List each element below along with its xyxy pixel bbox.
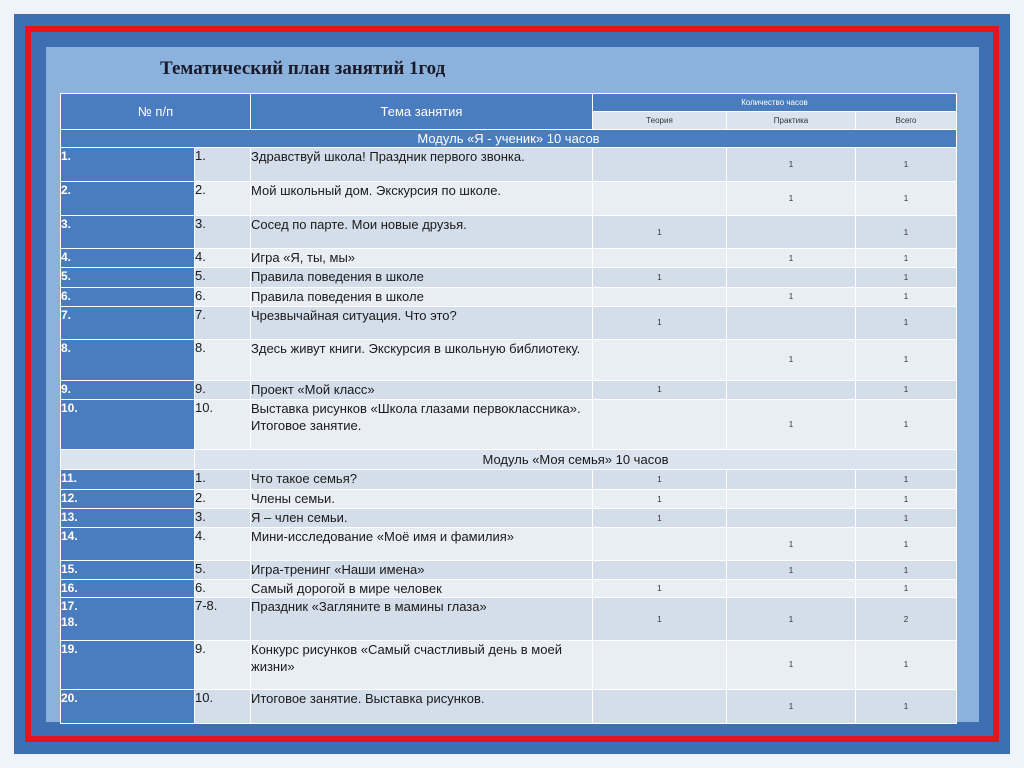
row-number: 4.: [61, 249, 195, 268]
row-number: 3.: [61, 216, 195, 249]
row-theory: 1: [593, 268, 727, 287]
row-total: 1: [856, 689, 957, 723]
row-sub-number: 9.: [195, 640, 251, 689]
header-topic: Тема занятия: [251, 94, 593, 130]
row-topic: Выставка рисунков «Школа глазами первоклассника». Итоговое занятие.: [251, 399, 593, 449]
header-total: Всего: [856, 112, 957, 130]
row-topic: Что такое семья?: [251, 470, 593, 490]
row-practice: 1: [727, 148, 856, 182]
row-practice: [727, 509, 856, 528]
row-number: 12.: [61, 490, 195, 509]
table-row: [61, 470, 957, 490]
row-theory: [593, 287, 727, 306]
row-practice: [727, 268, 856, 287]
row-total: 1: [856, 249, 957, 268]
row-practice: 1: [727, 640, 856, 689]
table-row: [61, 268, 957, 287]
row-sub-number: 1.: [195, 148, 251, 182]
table-row: [61, 640, 957, 689]
row-theory: [593, 339, 727, 380]
table-row: [61, 580, 957, 598]
row-topic: Праздник «Загляните в мамины глаза»: [251, 598, 593, 640]
row-sub-number: 6.: [195, 287, 251, 306]
row-topic: Самый дорогой в мире человек: [251, 580, 593, 598]
row-number: 5.: [61, 268, 195, 287]
row-practice: 1: [727, 528, 856, 561]
row-total: 1: [856, 216, 957, 249]
row-practice: 1: [727, 399, 856, 449]
row-practice: 1: [727, 598, 856, 640]
table-row: [61, 561, 957, 580]
row-sub-number: 7.: [195, 306, 251, 339]
header-hours: Количество часов: [593, 94, 957, 112]
row-total: 1: [856, 640, 957, 689]
table-row: [61, 509, 957, 528]
row-total: 1: [856, 509, 957, 528]
row-theory: 1: [593, 598, 727, 640]
row-theory: 1: [593, 380, 727, 399]
table-row: [61, 306, 957, 339]
row-total: 1: [856, 268, 957, 287]
row-number: 6.: [61, 287, 195, 306]
row-practice: [727, 380, 856, 399]
table-row: [61, 399, 957, 449]
row-practice: [727, 490, 856, 509]
row-total: 1: [856, 399, 957, 449]
table-body: [61, 130, 957, 724]
row-sub-number: 4.: [195, 528, 251, 561]
row-sub-number: 3.: [195, 216, 251, 249]
row-topic: Я – член семьи.: [251, 509, 593, 528]
row-number: 13.: [61, 509, 195, 528]
row-practice: [727, 306, 856, 339]
row-number: 19.: [61, 640, 195, 689]
row-number: 7.: [61, 306, 195, 339]
row-topic: Здесь живут книги. Экскурсия в школьную библиотеку.: [251, 339, 593, 380]
row-total: 1: [856, 182, 957, 216]
row-practice: [727, 216, 856, 249]
row-topic: Итоговое занятие. Выставка рисунков.: [251, 689, 593, 723]
table-row: [61, 528, 957, 561]
row-practice: 1: [727, 182, 856, 216]
row-topic: Чрезвычайная ситуация. Что это?: [251, 306, 593, 339]
module-title: Модуль «Моя семья» 10 часов: [195, 450, 957, 470]
row-theory: [593, 689, 727, 723]
row-theory: 1: [593, 490, 727, 509]
row-total: 1: [856, 490, 957, 509]
row-topic: Мини-исследование «Моё имя и фамилия»: [251, 528, 593, 561]
row-number: 9.: [61, 380, 195, 399]
module-blank-cell: [61, 450, 195, 470]
module-row: [61, 450, 957, 470]
module-title: Модуль «Я - ученик» 10 часов: [61, 130, 957, 148]
table-row: [61, 689, 957, 723]
table-row: [61, 216, 957, 249]
table-row: [61, 182, 957, 216]
row-practice: [727, 470, 856, 490]
row-theory: [593, 249, 727, 268]
row-practice: 1: [727, 339, 856, 380]
row-total: 1: [856, 528, 957, 561]
row-number: 14.: [61, 528, 195, 561]
row-sub-number: 3.: [195, 509, 251, 528]
row-theory: [593, 182, 727, 216]
row-theory: [593, 399, 727, 449]
row-sub-number: 9.: [195, 380, 251, 399]
row-number: 17. 18.: [61, 598, 195, 640]
row-sub-number: 2.: [195, 182, 251, 216]
row-topic: Игра «Я, ты, мы»: [251, 249, 593, 268]
row-topic: Здравствуй школа! Праздник первого звонка.: [251, 148, 593, 182]
row-number: 15.: [61, 561, 195, 580]
row-practice: 1: [727, 689, 856, 723]
row-topic: Правила поведения в школе: [251, 287, 593, 306]
row-practice: 1: [727, 287, 856, 306]
row-practice: 1: [727, 249, 856, 268]
row-total: 1: [856, 380, 957, 399]
row-number: 8.: [61, 339, 195, 380]
thematic-plan-table: [60, 93, 957, 724]
table-row: [61, 380, 957, 399]
row-sub-number: 5.: [195, 268, 251, 287]
row-theory: [593, 640, 727, 689]
row-sub-number: 4.: [195, 249, 251, 268]
table-row: [61, 287, 957, 306]
table-row: [61, 148, 957, 182]
row-total: 1: [856, 148, 957, 182]
row-theory: 1: [593, 509, 727, 528]
row-sub-number: 10.: [195, 689, 251, 723]
row-total: 1: [856, 287, 957, 306]
row-number: 20.: [61, 689, 195, 723]
header-practice: Практика: [727, 112, 856, 130]
row-sub-number: 2.: [195, 490, 251, 509]
row-topic: Мой школьный дом. Экскурсия по школе.: [251, 182, 593, 216]
row-practice: 1: [727, 561, 856, 580]
row-theory: [593, 148, 727, 182]
row-theory: 1: [593, 470, 727, 490]
module-row: [61, 130, 957, 148]
row-total: 1: [856, 470, 957, 490]
table-row: [61, 490, 957, 509]
row-theory: 1: [593, 306, 727, 339]
row-total: 1: [856, 561, 957, 580]
header-num: № п/п: [61, 94, 251, 130]
row-number: 11.: [61, 470, 195, 490]
row-topic: Сосед по парте. Мои новые друзья.: [251, 216, 593, 249]
row-total: 1: [856, 580, 957, 598]
row-sub-number: 8.: [195, 339, 251, 380]
row-topic: Правила поведения в школе: [251, 268, 593, 287]
row-topic: Члены семьи.: [251, 490, 593, 509]
row-sub-number: 1.: [195, 470, 251, 490]
table-row: [61, 598, 957, 640]
row-topic: Проект «Мой класс»: [251, 380, 593, 399]
row-number: 10.: [61, 399, 195, 449]
header-theory: Теория: [593, 112, 727, 130]
table-row: [61, 249, 957, 268]
row-topic: Конкурс рисунков «Самый счастливый день в моей жизни»: [251, 640, 593, 689]
row-total: 2: [856, 598, 957, 640]
row-number: 2.: [61, 182, 195, 216]
row-sub-number: 5.: [195, 561, 251, 580]
table-row: [61, 339, 957, 380]
row-theory: [593, 528, 727, 561]
row-number: 16.: [61, 580, 195, 598]
row-topic: Игра-тренинг «Наши имена»: [251, 561, 593, 580]
row-number: 1.: [61, 148, 195, 182]
row-theory: [593, 561, 727, 580]
row-sub-number: 6.: [195, 580, 251, 598]
row-total: 1: [856, 306, 957, 339]
row-theory: 1: [593, 216, 727, 249]
row-sub-number: 10.: [195, 399, 251, 449]
row-theory: 1: [593, 580, 727, 598]
row-total: 1: [856, 339, 957, 380]
page-title: Тематический план занятий 1год: [160, 58, 446, 79]
row-practice: [727, 580, 856, 598]
row-sub-number: 7-8.: [195, 598, 251, 640]
